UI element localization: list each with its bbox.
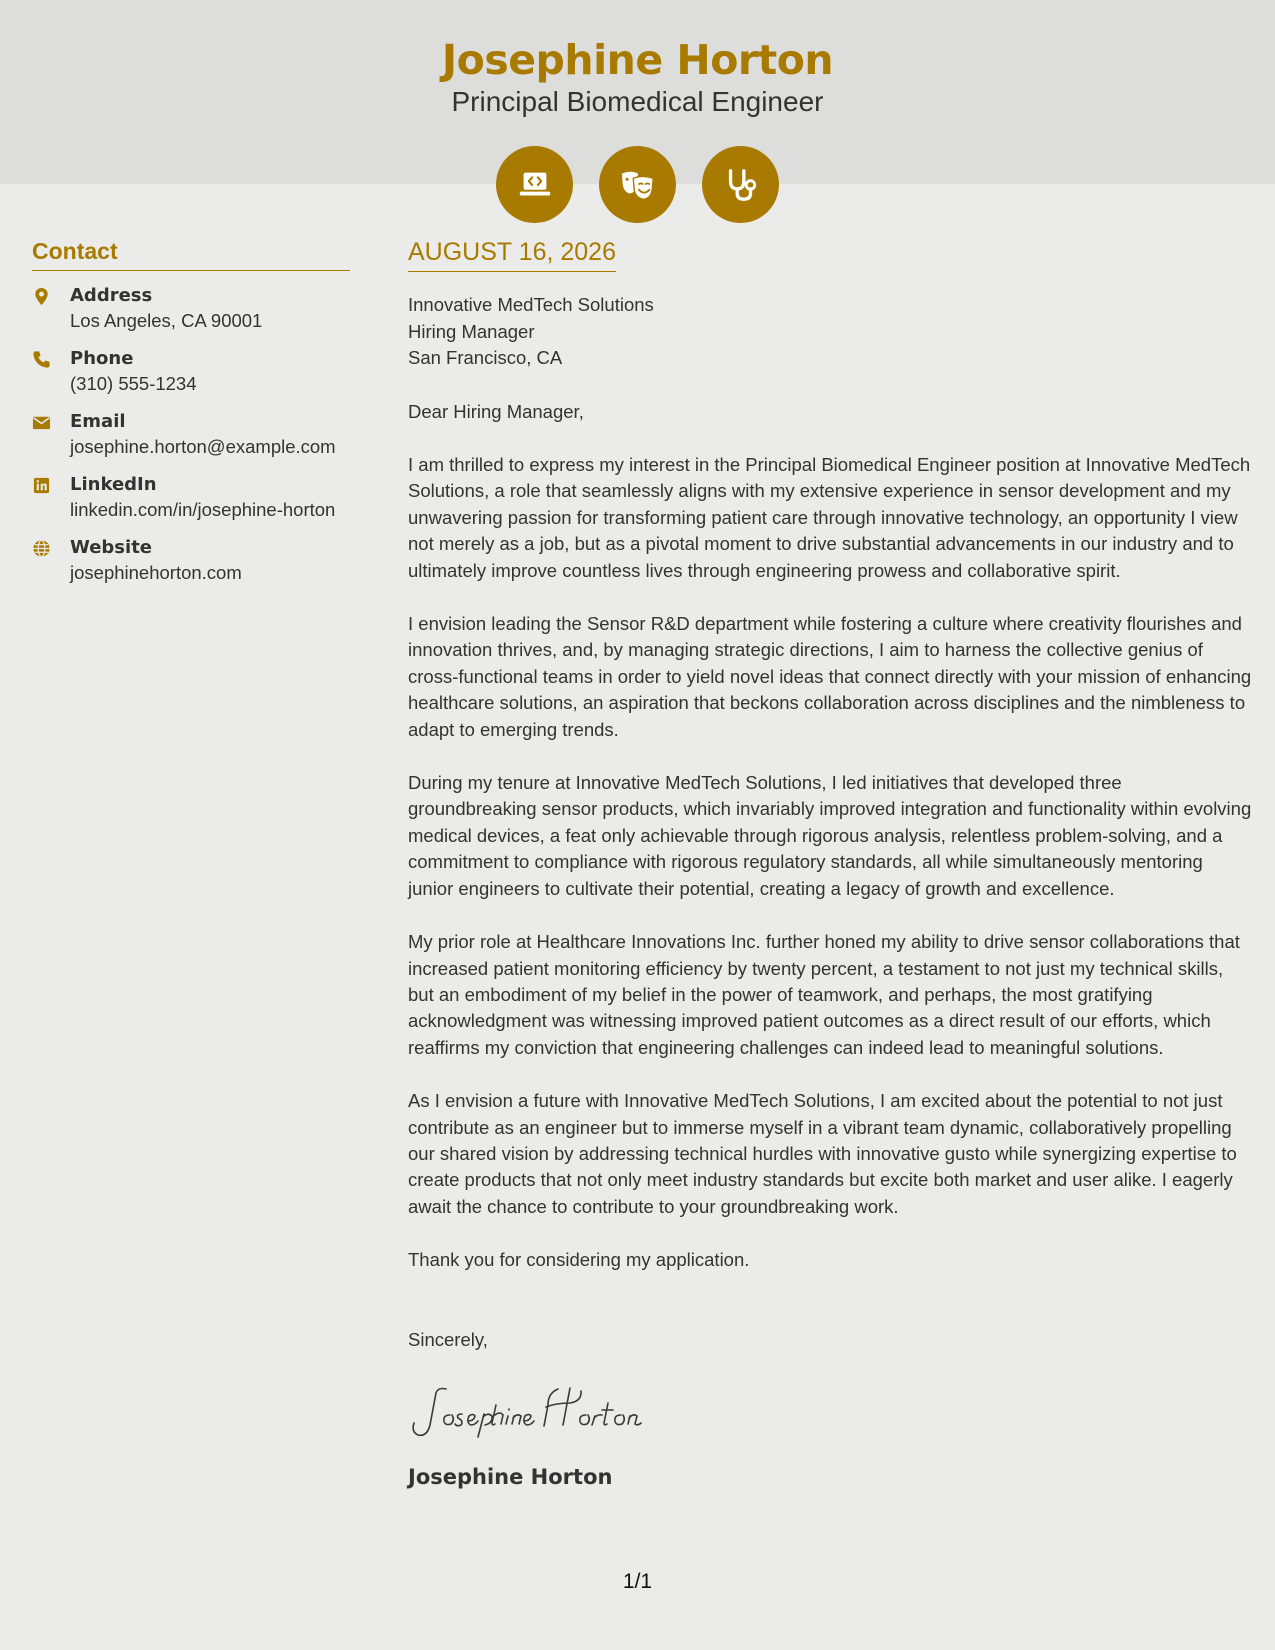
applicant-name: Josephine Horton [441, 36, 834, 84]
paragraph: I envision leading the Sensor R&D department while fostering a culture where creativity flourishes and innovation thrives, and, by managing strategic directions, I aim to harness the collective genius of cross-functional teams in order to yield novel ideas that connect directly with your mission of enhancing healthcare solutions, an aspiration that beckons collaboration across disciplines and the nimbleness to adapt to emerging trends. [408, 613, 1252, 740]
contact-item-phone [32, 346, 350, 409]
contact-item-email [32, 409, 350, 472]
handwritten-signature [408, 1379, 678, 1443]
recipient-role: Hiring Manager [408, 320, 535, 342]
contact-sidebar [32, 238, 350, 598]
signed-name: Josephine Horton [408, 1465, 613, 1490]
paragraph: As I envision a future with Innovative MedTech Solutions, I am excited about the potential to not just contribute as an engineer but to immerse myself in a vibrant team dynamic, collaboratively propelling our shared vision by addressing technical hurdles with innovative gusto while synergizing expertise to create products that not only meet industry standards but excite both market and user alike. I eagerly await the chance to contribute to your groundbreaking work. [408, 1090, 1237, 1217]
envelope-icon [32, 409, 70, 432]
applicant-title: Principal Biomedical Engineer [451, 86, 824, 117]
email-value[interactable]: josephine.horton@example.com [70, 436, 336, 457]
paragraph: During my tenure at Innovative MedTech Solutions, I led initiatives that developed three groundbreaking sensor products, which invariably improved integration and functionality within evolving medical devices, a feat only achievable through rigorous analysis, relentless problem-solving, and a commitment to compliance with rigorous regulatory standards, all while simultaneously mentoring junior engineers to cultivate their potential, creating a legacy of growth and excellence. [408, 772, 1252, 899]
contact-heading: Contact [32, 238, 350, 271]
phone-value: (310) 555-1234 [70, 373, 197, 394]
masks-theater-icon [599, 146, 676, 223]
linkedin-icon [32, 472, 70, 495]
contact-item-address [32, 283, 350, 346]
linkedin-value[interactable]: linkedin.com/in/josephine-horton [70, 499, 336, 520]
paragraph: My prior role at Healthcare Innovations Inc. further honed my ability to drive sensor collaborations that increased patient monitoring efficiency by twenty percent, a testament to not just my technical skills, but an embodiment of my belief in the power of teamwork, and perhaps, the most gratifying acknowledgment was witnessing improved patient outcomes as a direct result of our efforts, which reaffirms my conviction that engineering challenges can indeed lead to meaningful solutions. [408, 931, 1240, 1058]
stethoscope-icon [702, 146, 779, 223]
contact-list [32, 283, 350, 598]
recipient-location: San Francisco, CA [408, 347, 563, 368]
contact-label: LinkedIn [70, 474, 157, 495]
paragraph: I am thrilled to express my interest in the Principal Biomedical Engineer position at Innovative MedTech Solutions, a role that seamlessly aligns with my extensive experience in sensor development and my unwavering passion for transforming patient care through innovative technology, an opportunity I view not merely as a job, but as a pivotal moment to drive substantial advancements in our industry and to ultimately improve countless lives through engineering prowess and collaborative spirit. [408, 454, 1251, 581]
header-icon-row [0, 146, 1275, 223]
paragraph: Thank you for considering my application. [408, 1249, 750, 1271]
letter-date: AUGUST 16, 2026 [408, 238, 616, 272]
recipient-company: Innovative MedTech Solutions [408, 294, 654, 315]
contact-label: Email [70, 411, 126, 432]
page-number: 1/1 [622, 1570, 653, 1593]
address-value: Los Angeles, CA 90001 [70, 310, 263, 331]
salutation: Dear Hiring Manager, [408, 400, 584, 422]
contact-label: Phone [70, 348, 134, 369]
contact-item-website [32, 535, 350, 598]
phone-icon [32, 346, 70, 369]
closing: Sincerely, [408, 1328, 488, 1350]
website-value[interactable]: josephinehorton.com [70, 562, 242, 583]
recipient-block [408, 292, 1253, 372]
letter-body [408, 238, 1253, 1489]
contact-label: Website [70, 537, 153, 558]
contact-item-linkedin [32, 472, 350, 535]
laptop-code-icon [496, 146, 573, 223]
contact-label: Address [70, 285, 153, 306]
globe-icon [32, 535, 70, 558]
location-pin-icon [32, 283, 70, 306]
